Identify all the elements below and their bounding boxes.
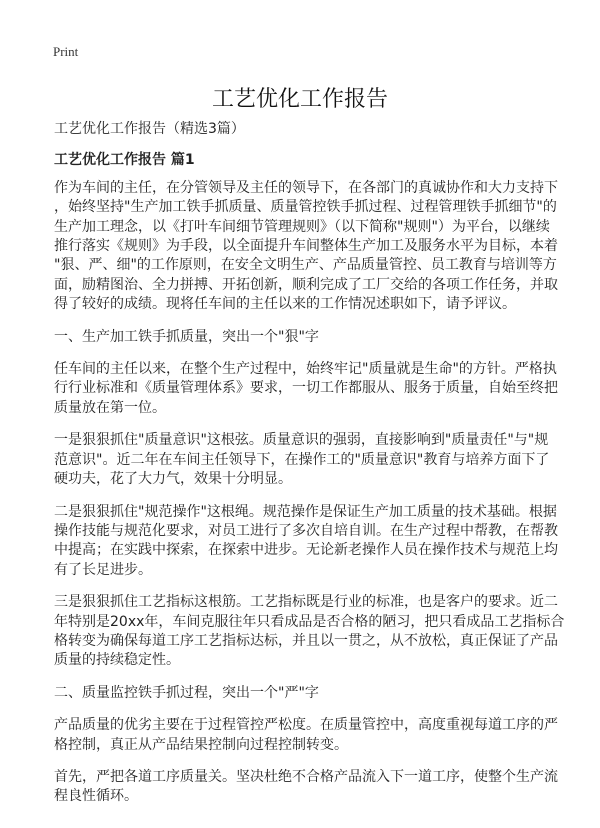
paragraph-line: 格转变为确保每道工序工艺指标达标，并且以一贯之，从不放松，真正保证了产品 (54, 632, 558, 649)
print-link[interactable]: Print (53, 44, 79, 59)
document-title: 工艺优化工作报告 (211, 87, 388, 112)
paragraph-line: 产品质量的优劣主要在于过程管控严松度。在质量管控中，高度重视每道工序的严 (54, 717, 558, 734)
paragraph-line: 程良性循环。 (54, 788, 138, 805)
paragraph (54, 768, 574, 807)
paragraph-line: 首先，严把各道工序质量关。坚决杜绝不合格产品流入下一道工序，使整个生产流 (54, 768, 558, 785)
paragraph-line: 范意识"。近二年在车间主任领导下，在操作工的"质量意识"教育与培养方面下了 (54, 451, 550, 468)
paragraph-line: 年特别是20xx年，车间克服往年只看成品是否合格的陋习，把只看成品工艺指标合 (54, 613, 565, 630)
document-subtitle: 工艺优化工作报告（精选3篇） (54, 121, 245, 137)
paragraph-line: 有了长足进步。 (54, 561, 152, 578)
paragraph-line: 生产加工理念，以《打叶车间细节管理规则》（以下简称"规则"）为平台，以继续 (54, 218, 550, 235)
paragraph-line: ，始终坚持"生产加工铁手抓质量、质量管控铁手抓过程、过程管理铁手抓细节"的 (54, 199, 557, 216)
paragraph (54, 684, 574, 703)
paragraph-line: 三是狠狠抓住工艺指标这根筋。工艺指标既是行业的标准，也是客户的要求。近二 (54, 594, 558, 611)
paragraph (54, 503, 574, 581)
paragraph-line: 面，励精图治、全力拼搏、开拓创新，顺利完成了工厂交给的各项工作任务，并取 (54, 276, 558, 293)
paragraph-line: 得了较好的成绩。现将任车间的主任以来的工作情况述职如下，请予评议。 (54, 296, 516, 313)
paragraph-line: 硬功夫，花了大力气，效果十分明显。 (54, 471, 292, 488)
paragraph-line: 二、质量监控铁手抓过程，突出一个"严"字 (54, 684, 319, 701)
section-heading: 工艺优化工作报告 篇1 (54, 152, 195, 169)
paragraph (54, 593, 574, 671)
paragraph (54, 360, 574, 418)
paragraph-line: 一、生产加工铁手抓质量，突出一个"狠"字 (54, 328, 319, 345)
paragraph-line: 任车间的主任以来，在整个生产过程中，始终牢记"质量就是生命"的方针。严格执 (54, 361, 557, 378)
paragraph-line: 操作技能与规范化要求，对员工进行了多次自培自训。在生产过程中帮教，在帮教 (54, 522, 558, 539)
paragraph-line: 质量放在第一位。 (54, 399, 166, 416)
document-body (54, 120, 574, 820)
paragraph (54, 716, 574, 755)
paragraph-line: 一是狠狠抓住"质量意识"这根弦。质量意识的强弱，直接影响到"质量责任"与"规 (54, 432, 549, 449)
paragraph-line: 推行落实《规则》为手段，以全面提升车间整体生产加工及服务水平为目标，本着 (54, 238, 558, 255)
paragraphs (54, 179, 574, 807)
paragraph-line: 作为车间的主任，在分管领导及主任的领导下，在各部门的真诚协作和大力支持下 (54, 179, 558, 196)
paragraph-line: 二是狠狠抓住"规范操作"这根绳。规范操作是保证生产加工质量的技术基础。根据 (54, 503, 557, 520)
paragraph-line: 格控制，真正从产品结果控制向过程控制转变。 (54, 736, 348, 753)
paragraph (54, 431, 574, 489)
paragraph-line: 中提高；在实践中探索，在探索中进步。无论新老操作人员在操作技术与规范上均 (54, 542, 558, 559)
paragraph-line: 质量的持续稳定性。 (54, 652, 180, 669)
paragraph (54, 328, 574, 347)
paragraph-line: "狠、严、细"的工作原则，在安全文明生产、产品质量管控、员工教育与培训等方 (54, 257, 557, 274)
paragraph-line: 行行业标准和《质量管理体系》要求，一切工作都服从、服务于质量，自始至终把 (54, 380, 558, 397)
paragraph (54, 179, 574, 315)
